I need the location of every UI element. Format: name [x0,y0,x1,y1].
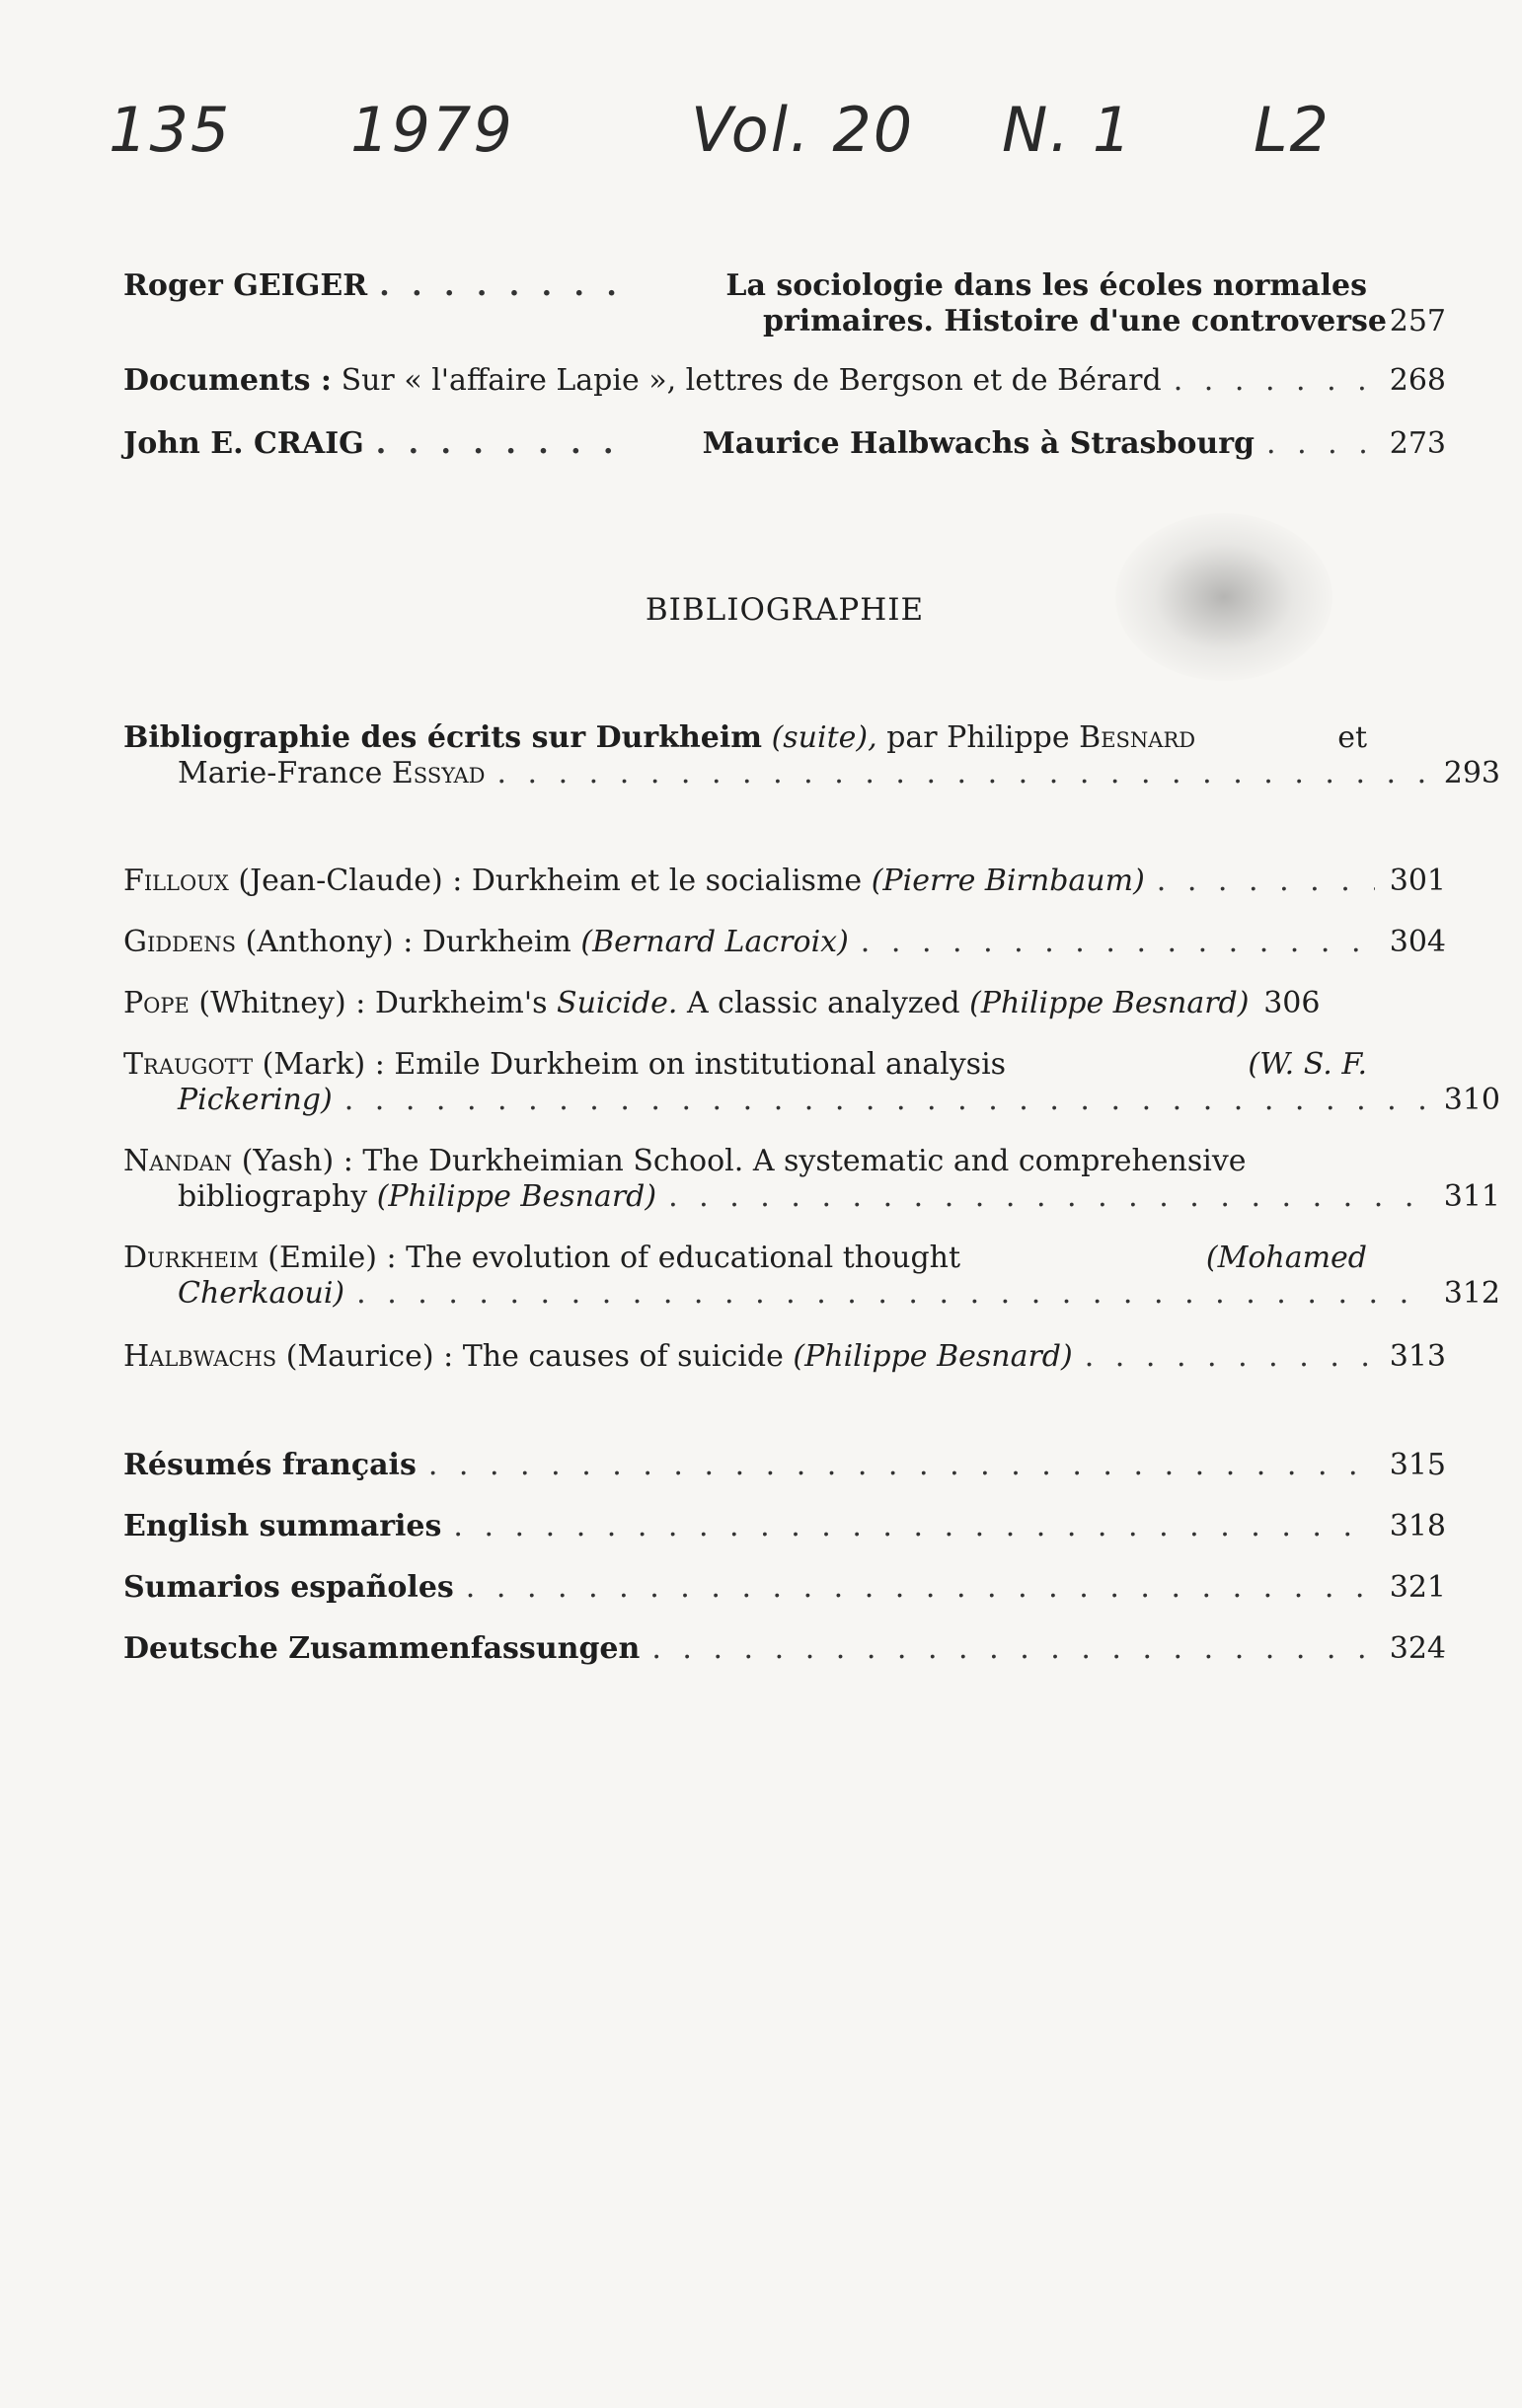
dot-leader [861,925,1375,960]
review-text-cont: bibliography [178,1179,368,1214]
page-number: 313 [1389,1339,1446,1374]
page-number: 306 [1263,986,1321,1020]
article-title: Maurice Halbwachs à Strasbourg [702,426,1255,461]
review-text: (Mark) : Emile Durkheim on institutional analysis [262,1047,1007,1082]
page-number: 315 [1389,1448,1446,1482]
reviewer: (Pierre Birnbaum) [871,864,1145,898]
documents-label: Documents : [123,363,333,398]
biblio-and: et [1337,720,1367,755]
review-text: (Jean-Claude) : Durkheim et le socialisme [238,864,863,898]
biblio-title: Bibliographie des écrits sur Durkheim [123,720,763,755]
dot-leader [376,426,613,462]
author: Roger GEIGER [123,268,368,303]
dot-leader [356,1276,1429,1312]
review-giddens[interactable] [123,925,1446,960]
biblio-author1: Besnard [1079,720,1196,755]
reviewer: (Philippe Besnard) [793,1339,1073,1374]
page-number: 268 [1389,363,1446,398]
author: John E. CRAIG [123,426,364,461]
reviewer: (Philippe Besnard) [376,1179,657,1214]
page-number: 311 [1443,1179,1500,1214]
review-traugott[interactable] [123,1047,1446,1083]
page-number: 257 [1389,304,1446,339]
dot-leader [453,1509,1375,1544]
article-title-cont: primaires. Histoire d'une controverse [762,304,1387,339]
dot-leader [428,1448,1375,1483]
review-filloux[interactable] [123,864,1446,899]
summary-german[interactable] [123,1631,1446,1667]
review-italic: Suicide. [557,986,678,1020]
page-number: 304 [1389,925,1446,959]
summary-label: Sumarios españoles [123,1570,454,1605]
review-author: Traugott [123,1047,254,1082]
review-traugott-line2 [123,1083,1500,1118]
review-halbwachs[interactable] [123,1339,1446,1375]
review-durkheim-line2 [123,1276,1500,1312]
toc-entry-bibliography-line2 [123,756,1500,791]
dot-leader [1266,426,1375,462]
review-author: Pope [123,986,190,1020]
handwritten-code: L2 [1254,94,1331,166]
review-author: Durkheim [123,1241,259,1275]
summary-spanish[interactable] [123,1570,1446,1606]
review-author: Giddens [123,925,237,959]
dot-leader [466,1570,1375,1606]
biblio-suite: (suite), [771,720,877,755]
handwritten-issue: N. 1 [1002,94,1134,166]
review-text: (Whitney) : Durkheim's [198,986,548,1020]
summary-english[interactable] [123,1509,1446,1544]
review-text-2: A classic analyzed [686,986,960,1020]
review-author: Halbwachs [123,1339,277,1374]
page-number: 273 [1389,426,1446,461]
summary-label: Deutsche Zusammenfassungen [123,1631,641,1666]
dot-leader [668,1179,1429,1215]
toc-entry-geiger-line2 [123,304,1446,339]
dot-leader [1174,363,1375,399]
reviewer-cont: Cherkaoui) [178,1276,345,1311]
summary-french[interactable] [123,1448,1446,1483]
reviewer-cont: Pickering) [178,1083,333,1117]
biblio-author2-last: Essyad [391,756,486,790]
documents-text: Sur « l'affaire Lapie », lettres de Bergson et de Bérard [341,363,1162,398]
review-text: (Emile) : The evolution of educational thought [267,1241,961,1275]
dot-leader [1157,864,1375,899]
review-author: Filloux [123,864,229,898]
reviewer: (Mohamed [1205,1241,1367,1275]
page-number: 324 [1389,1631,1446,1666]
toc-entry-documents[interactable] [123,363,1446,399]
biblio-author2-first: Marie-France [178,756,383,790]
summary-label: English summaries [123,1509,442,1543]
page-number: 318 [1389,1509,1446,1543]
toc-entry-craig[interactable] [123,426,1446,462]
page-number: 312 [1443,1276,1500,1311]
handwritten-annotation [0,0,1522,217]
dot-leader [1085,1339,1375,1375]
review-text: (Yash) : The Durkheimian School. A systematic and comprehensive [241,1144,1247,1178]
review-nandan-line2 [123,1179,1500,1215]
biblio-by: par Philippe [886,720,1070,755]
review-author: Nandan [123,1144,233,1178]
toc-entry-geiger[interactable] [123,268,1446,304]
page-number: 321 [1389,1570,1446,1605]
review-durkheim[interactable] [123,1241,1446,1276]
handwritten-year: 1979 [350,94,514,166]
section-heading: BIBLIOGRAPHIE [645,592,925,628]
review-text: (Anthony) : Durkheim [245,925,571,959]
review-nandan[interactable] [123,1144,1446,1179]
handwritten-volume: Vol. 20 [691,94,915,166]
dot-leader [344,1083,1429,1118]
page-number: 310 [1443,1083,1500,1117]
page-number: 293 [1443,756,1500,790]
review-pope[interactable] [123,986,1446,1021]
summary-label: Résumés français [123,1448,417,1482]
article-title: La sociologie dans les écoles normales [725,268,1367,303]
reviewer: (Bernard Lacroix) [580,925,849,959]
page-number: 301 [1389,864,1446,898]
toc-entry-bibliography[interactable] [123,720,1446,756]
reviewer: (W. S. F. [1248,1047,1367,1082]
handwritten-number: 135 [109,94,232,166]
dot-leader [496,756,1429,791]
review-text: (Maurice) : The causes of suicide [285,1339,784,1374]
dot-leader [651,1631,1375,1667]
reviewer: (Philippe Besnard) [969,986,1250,1020]
dot-leader [379,268,616,304]
